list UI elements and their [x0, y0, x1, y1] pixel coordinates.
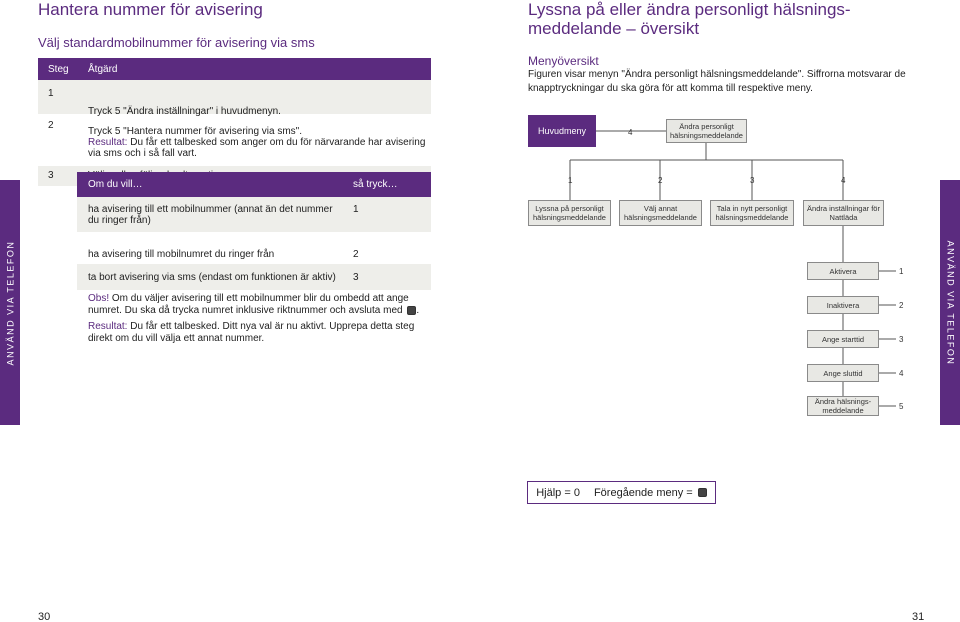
menu-key: 4: [899, 369, 904, 378]
menu-description: Figuren visar menyn "Ändra personligt hälsningsmeddelande". Siffrorna motsvarar de knapptryckningar du ska göra för att komma till respektive meny.: [528, 69, 906, 94]
menu-key-root: 4: [628, 128, 633, 137]
menu-node-level3: Inaktivera: [807, 296, 879, 314]
back-text: Föregående meny =: [593, 486, 693, 499]
side-tab-label: ANVÄND VIA TELEFON: [5, 240, 15, 365]
side-tab-right: [940, 180, 960, 425]
step-text: Tryck 5 "Hantera nummer för avisering via sms".: [88, 126, 303, 137]
obs-label: Obs!: [88, 293, 110, 304]
option-text: ha avisering till ett mobilnummer (annat än det nummer du ringer från): [88, 203, 333, 226]
section-subtitle: Välj standardmobilnummer för avisering via sms: [38, 35, 315, 50]
step-number: 1: [48, 88, 54, 99]
page-title: Hantera nummer för avisering: [38, 0, 263, 19]
steps-header-action: Åtgärd: [88, 63, 118, 75]
step-number: 3: [48, 170, 54, 181]
option-key: 3: [353, 271, 359, 283]
menu-key: 1: [568, 176, 573, 185]
options-header-want: Om du vill…: [88, 179, 143, 190]
menu-node-level2: Lyssna på personligt hälsningsmeddelande: [528, 200, 611, 226]
menu-key: 2: [899, 301, 904, 310]
help-text: Hjälp = 0: [536, 486, 580, 499]
menu-key: 5: [899, 402, 904, 411]
side-tab-label: ANVÄND VIA TELEFON: [945, 240, 955, 365]
result-label: Resultat:: [88, 137, 128, 148]
steps-header-step: Steg: [48, 63, 69, 75]
menu-node-root: Huvudmeny: [528, 115, 596, 147]
menu-node-level3: Ange sluttid: [807, 364, 879, 382]
star-key-icon: [698, 488, 707, 497]
obs-end: .: [416, 305, 420, 316]
option-key: 1: [353, 204, 359, 215]
step-text: Tryck 5 "Ändra inställningar" i huvudmenyn.: [88, 106, 281, 117]
help-box: [527, 481, 716, 504]
menu-key: 3: [750, 176, 755, 185]
page-number-right: 31: [912, 611, 925, 622]
option-key: 2: [353, 248, 359, 260]
options-header-press: så tryck…: [353, 179, 398, 190]
result-label: Resultat:: [88, 321, 128, 332]
menu-node-level3: Ange starttid: [807, 330, 879, 348]
result-text: Du får ett talbesked som anger om du för närvarande har avisering via sms och i så fall vart.: [88, 137, 426, 159]
right-title-line2: meddelande – översikt: [528, 19, 700, 38]
menu-key: 3: [899, 335, 904, 344]
obs-text: Om du väljer avisering till ett mobilnummer blir du ombedd att ange numret. Du ska då trycka numret inklusive riktnummer och avsluta med: [88, 293, 409, 316]
menu-node-level2: Ändra inställningar för Nattläda: [803, 200, 884, 226]
result-text: Du får ett talbesked. Ditt nya val är nu aktivt. Upprepa detta steg direkt om du vill välja ett annat nummer.: [88, 321, 415, 344]
menu-node-level1: Ändra personligt hälsningsmeddelande: [666, 119, 747, 143]
menu-node-level2: Tala in nytt personligt hälsningsmeddelande: [710, 200, 794, 226]
menu-key: 1: [899, 267, 904, 276]
menu-key: 2: [658, 176, 663, 185]
menu-node-level3: Aktivera: [807, 262, 879, 280]
page-number-left: 30: [38, 611, 51, 622]
option-text: ta bort avisering via sms (endast om funktionen är aktiv): [88, 271, 336, 283]
menu-node-level2: Välj annat hälsningsmeddelande: [619, 200, 702, 226]
right-title-line1: Lyssna på eller ändra personligt hälsnings-: [528, 0, 851, 19]
option-text: ha avisering till mobilnumret du ringer från: [88, 248, 275, 260]
menu-heading: Menyöversikt: [528, 54, 599, 68]
step-number: 2: [48, 120, 54, 131]
menu-key: 4: [841, 176, 846, 185]
menu-node-level3: Ändra hälsnings-meddelande: [807, 396, 879, 416]
